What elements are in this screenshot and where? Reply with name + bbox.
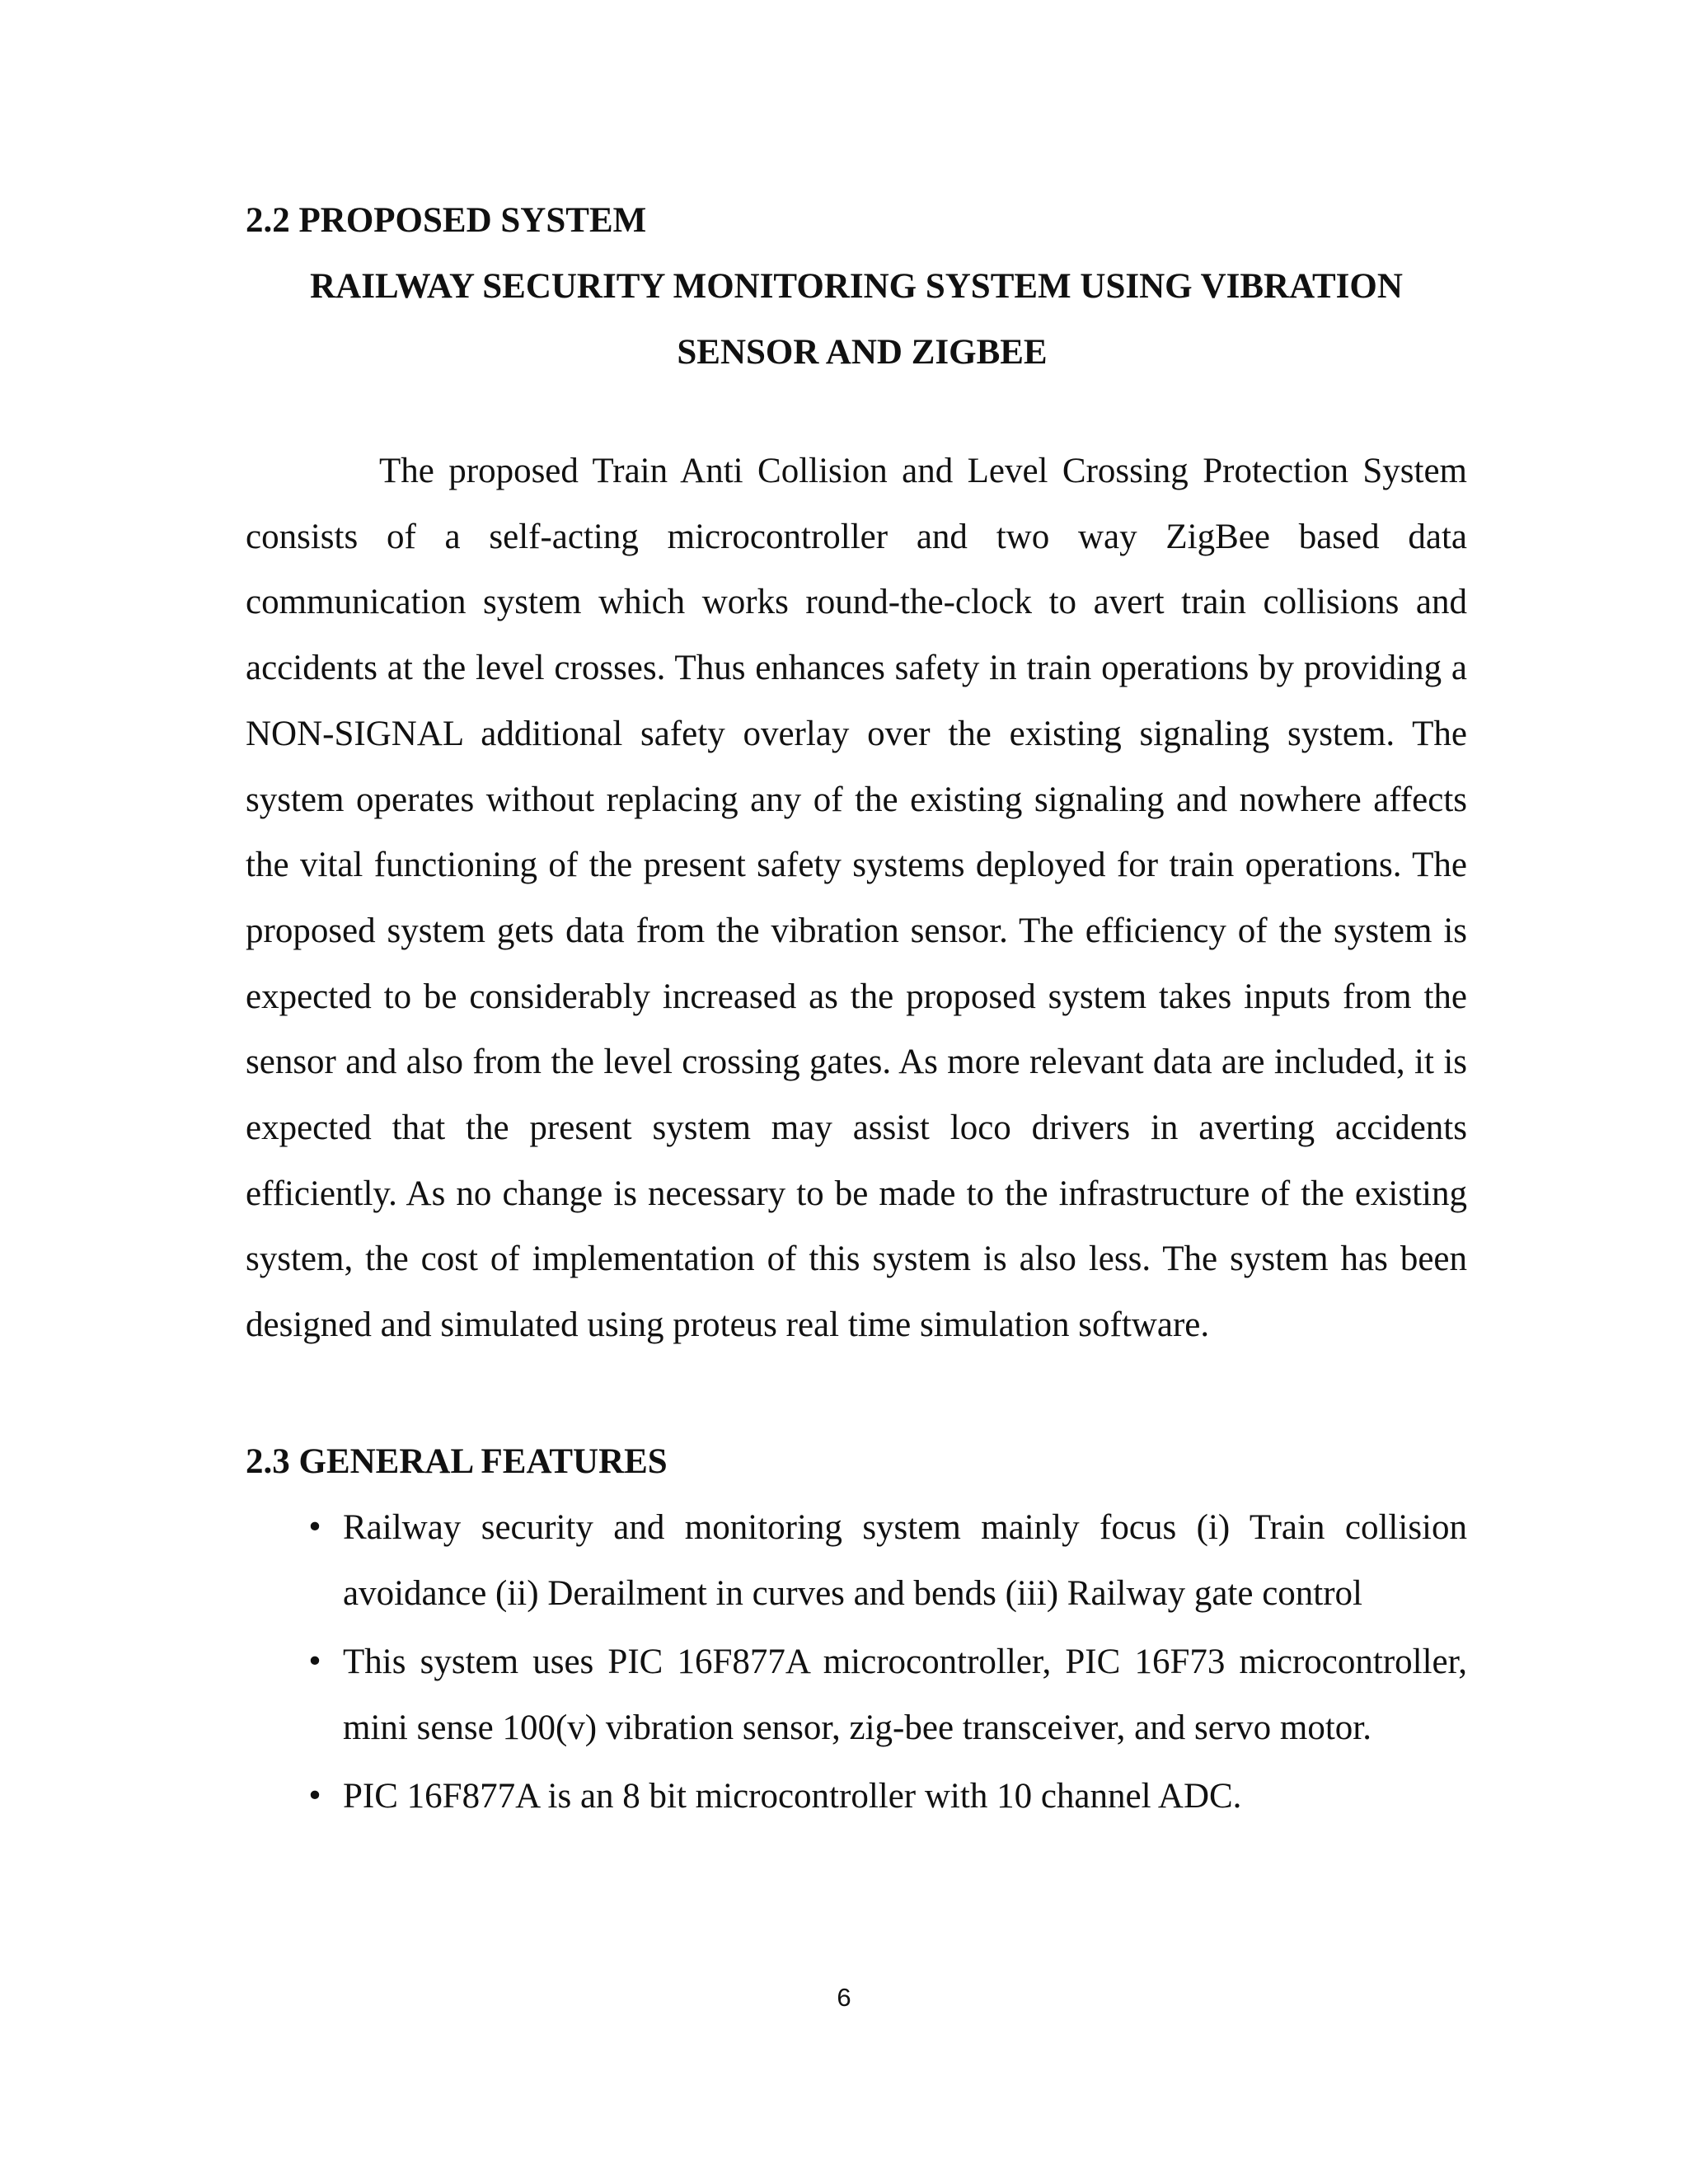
list-item-text: This system uses PIC 16F877A microcontroller, PIC 16F73 microcontroller, mini sense 100(v) vibration sensor, zig-bee transceiver, and servo motor. — [343, 1642, 1467, 1747]
list-item-text: Railway security and monitoring system mainly focus (i) Train collision avoidance (ii) Derailment in curves and bends (iii) Railway gate control — [343, 1507, 1467, 1613]
page-content — [246, 188, 1467, 1830]
features-list — [246, 1495, 1467, 1830]
section-heading-general-features: 2.3 GENERAL FEATURES — [246, 1441, 668, 1481]
document-title — [246, 254, 1467, 386]
bullet-icon: • — [306, 1779, 324, 1813]
title-line-1: RAILWAY SECURITY MONITORING SYSTEM USING VIBRATION — [310, 267, 1403, 306]
list-item — [246, 1629, 1467, 1761]
title-line-2: SENSOR AND ZIGBEE — [677, 333, 1048, 372]
body-paragraph: The proposed Train Anti Collision and Level Crossing Protection System consists of a self-acting microcontroller and two way ZigBee based data communication system which works round-the-clock to avert train collisions and accidents at the level crosses. Thus enhances safety in train operations by providing a NON-SIGNAL additional safety overlay over the existing signaling system. The system operates without replacing any of the existing signaling and nowhere affects the vital functioning of the present safety systems deployed for train operations. The proposed system gets data from the vibration sensor. The efficiency of the system is expected to be considerably increased as the proposed system takes inputs from the sensor and also from the level crossing gates. As more relevant data are included, it is expected that the present system may assist loco drivers in averting accidents efficiently. As no change is necessary to be made to the infrastructure of the existing system, the cost of implementation of this system is also less. The system has been designed and simulated using proteus real time simulation software. — [246, 452, 1467, 1345]
list-item-text: PIC 16F877A is an 8 bit microcontroller with 10 channel ADC. — [343, 1776, 1242, 1816]
list-item — [246, 1495, 1467, 1627]
bullet-icon: • — [306, 1644, 324, 1679]
list-item — [246, 1764, 1467, 1830]
bullet-icon: • — [306, 1510, 324, 1544]
page-number: 6 — [837, 1983, 851, 2012]
section-heading-proposed-system: 2.2 PROPOSED SYSTEM — [246, 201, 647, 240]
